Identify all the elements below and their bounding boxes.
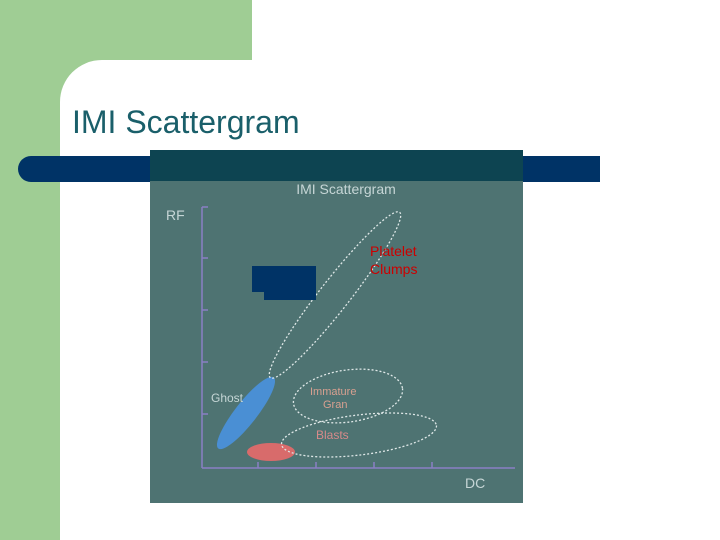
label-cover-box-shadow [264,274,316,300]
region-label-immature: Immature Gran [310,386,357,411]
x-axis-label: DC [465,475,486,491]
region-label-blasts: Blasts [316,428,349,442]
blasts-population [247,443,295,461]
region-label-ghost: Ghost [211,391,244,405]
y-axis-label: RF [166,207,185,223]
figure-title: IMI Scattergram [296,181,396,197]
slide-title: IMI Scattergram [72,104,300,140]
figure-header-band [150,150,523,181]
platelet-clumps-callout [370,242,417,278]
scattergram-figure [150,150,523,503]
callout-line-1: Platelet [370,243,417,259]
callout-line-2: Clumps [370,261,418,277]
figure-background [150,150,523,503]
